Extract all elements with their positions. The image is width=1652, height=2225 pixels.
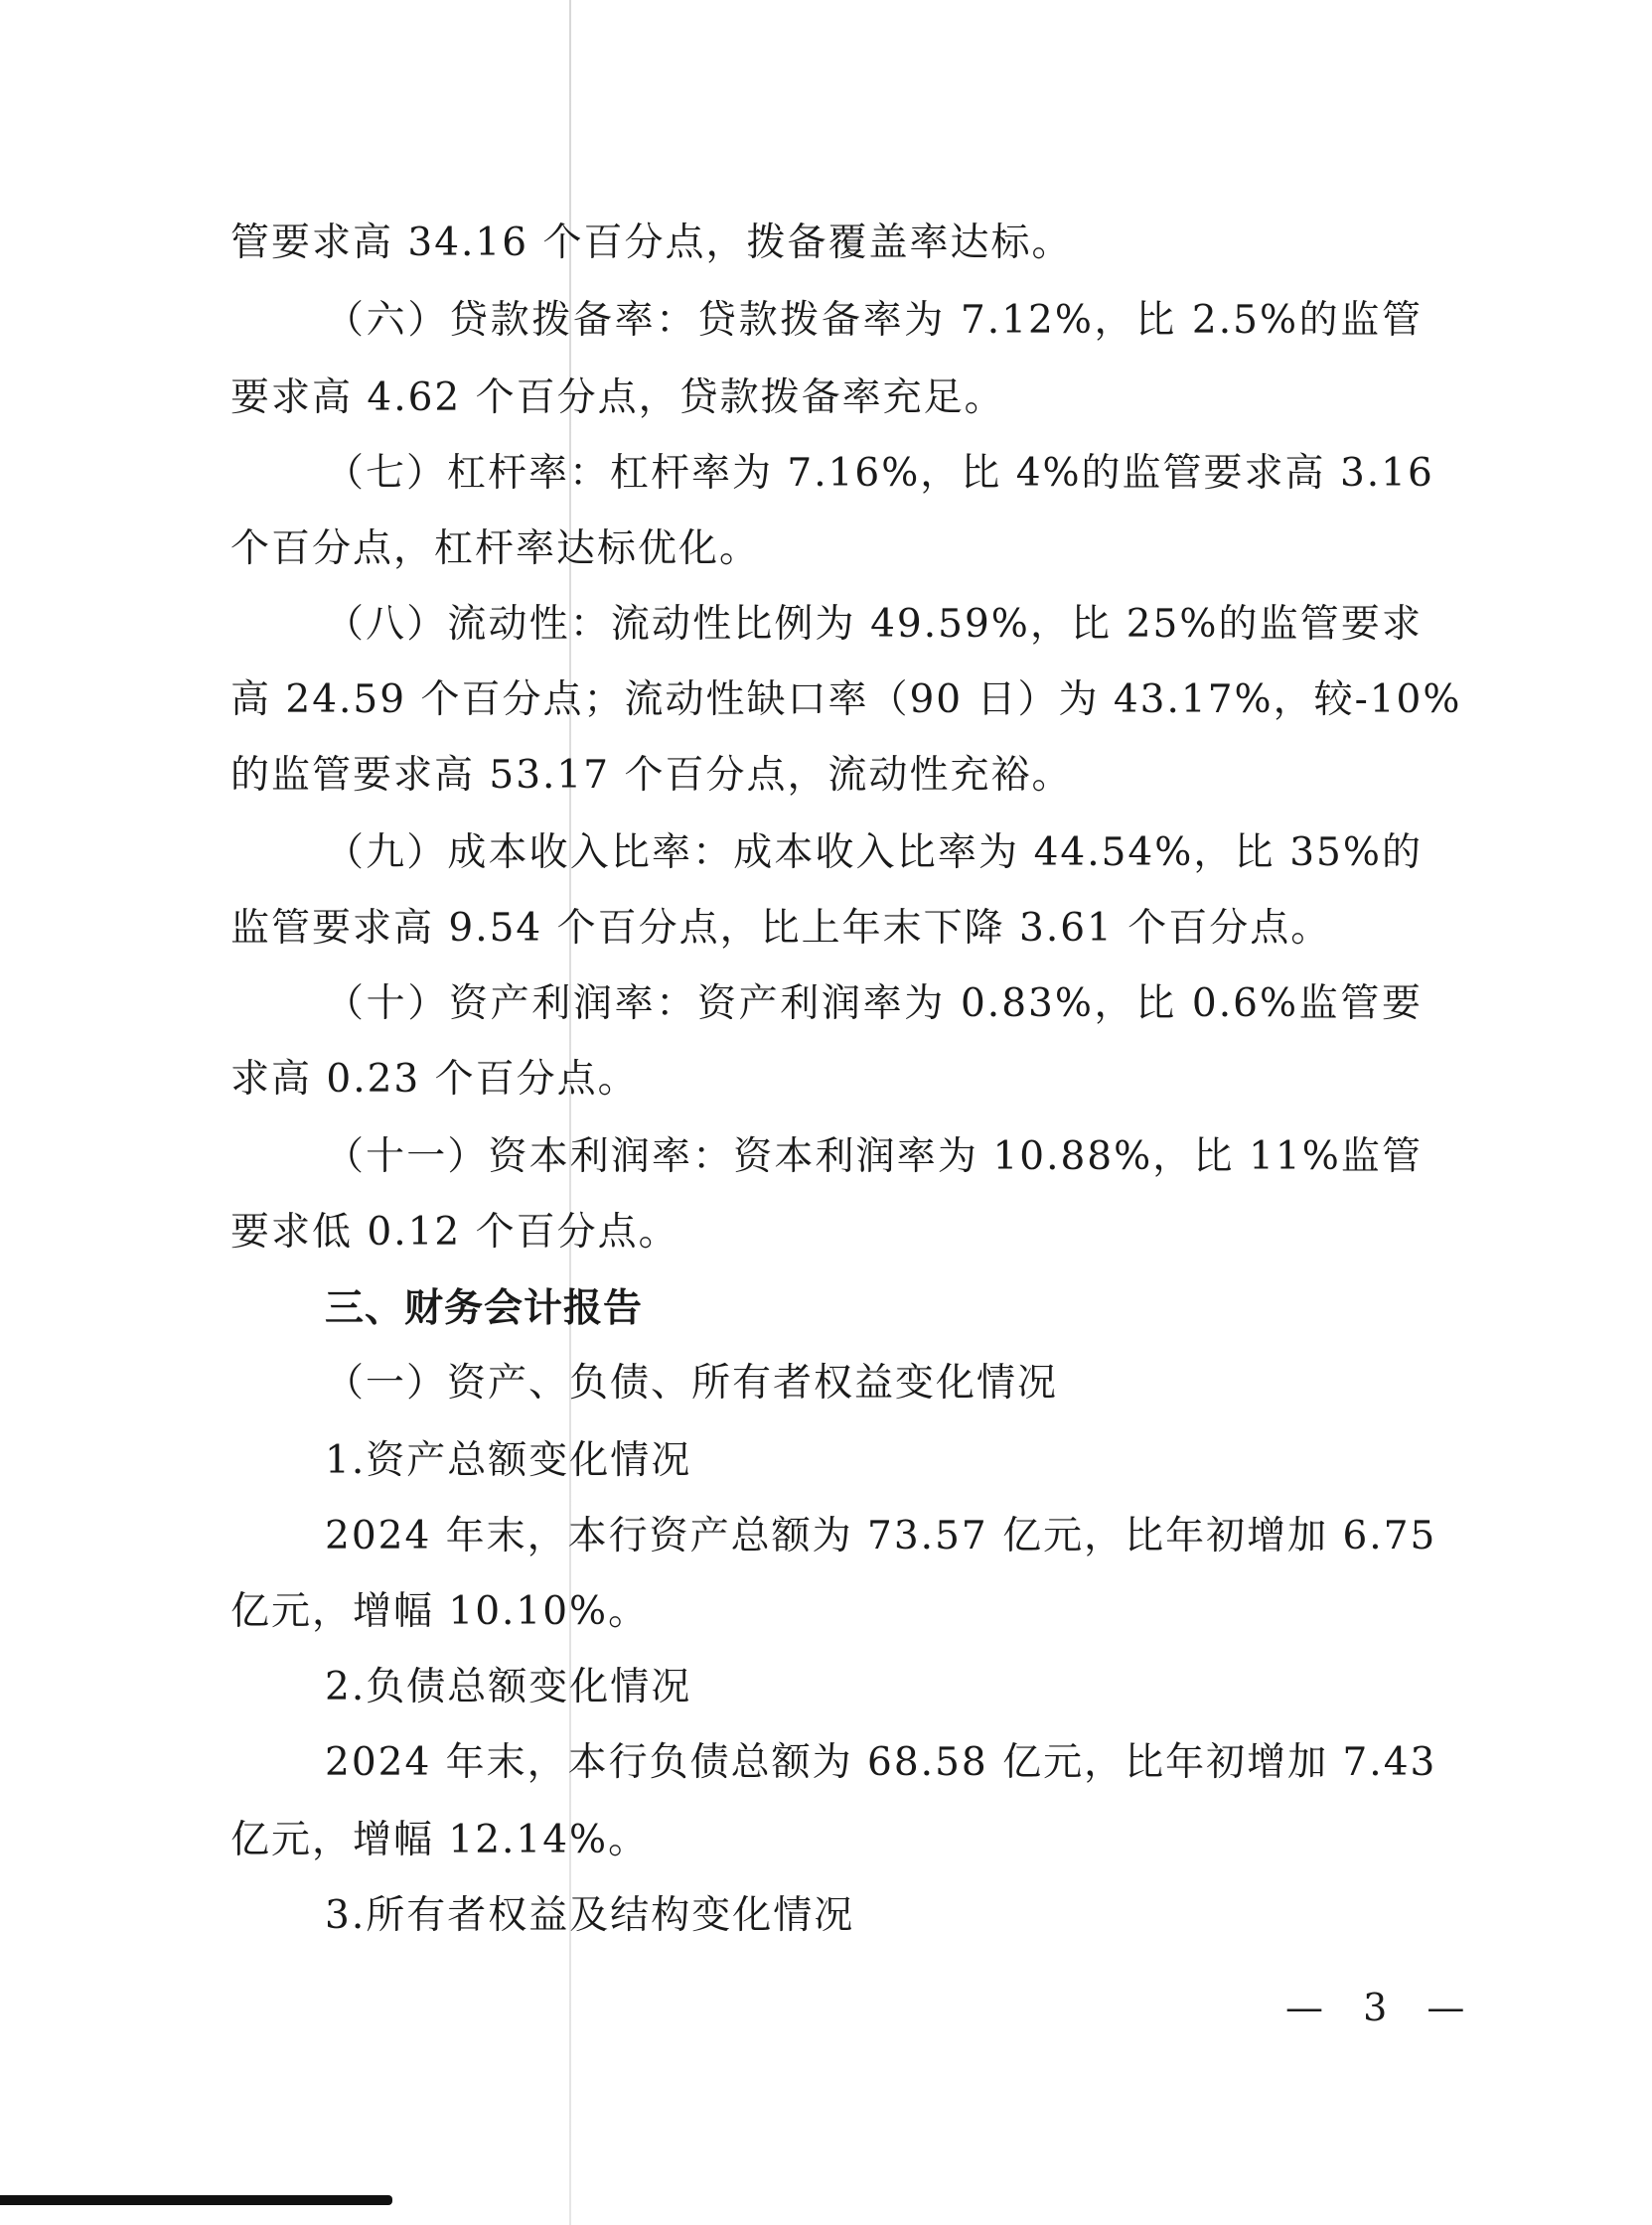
paragraph-line: 要求高 4.62 个百分点，贷款拨备率充足。 — [230, 375, 1005, 420]
paragraph-line: （十）资产利润率：资产利润率为 0.83%，比 0.6%监管要 — [325, 981, 1423, 1026]
paragraph-line: 的监管要求高 53.17 个百分点，流动性充裕。 — [230, 753, 1073, 798]
paragraph-line: 要求低 0.12 个百分点。 — [230, 1210, 679, 1255]
paragraph-line: 高 24.59 个百分点；流动性缺口率（90 日）为 43.17%，较-10% — [230, 677, 1462, 722]
page-number: — 3 — — [1285, 1986, 1479, 2029]
paragraph-line: （八）流动性：流动性比例为 49.59%，比 25%的监管要求 — [325, 602, 1423, 647]
paragraph-line: 求高 0.23 个百分点。 — [230, 1057, 639, 1102]
paragraph-line: （七）杠杆率：杠杆率为 7.16%，比 4%的监管要求高 3.16 — [325, 451, 1434, 496]
subsection-heading: （一）资产、负债、所有者权益变化情况 — [325, 1361, 1059, 1406]
bottom-rule — [0, 2195, 392, 2205]
paragraph-line: 监管要求高 9.54 个百分点，比上年末下降 3.61 个百分点。 — [230, 906, 1332, 951]
paragraph-line: 管要求高 34.16 个百分点，拨备覆盖率达标。 — [230, 221, 1073, 265]
paragraph-line: （九）成本收入比率：成本收入比率为 44.54%，比 35%的 — [325, 830, 1423, 875]
item-heading: 2.负债总额变化情况 — [325, 1665, 692, 1709]
paragraph-line: 2024 年末，本行资产总额为 73.57 亿元，比年初增加 6.75 — [325, 1514, 1437, 1558]
paragraph-line: 2024 年末，本行负债总额为 68.58 亿元，比年初增加 7.43 — [325, 1740, 1437, 1785]
paragraph-line: 个百分点，杠杆率达标优化。 — [230, 526, 761, 571]
item-heading: 3.所有者权益及结构变化情况 — [325, 1893, 855, 1938]
paragraph-line: 亿元，增幅 10.10%。 — [230, 1589, 650, 1634]
paragraph-line: （六）贷款拨备率：贷款拨备率为 7.12%，比 2.5%的监管 — [325, 298, 1423, 343]
paragraph-line: 亿元，增幅 12.14%。 — [230, 1818, 650, 1862]
section-heading: 三、财务会计报告 — [325, 1285, 644, 1331]
paragraph-line: （十一）资本利润率：资本利润率为 10.88%，比 11%监管 — [325, 1134, 1423, 1179]
item-heading: 1.资产总额变化情况 — [325, 1438, 692, 1483]
